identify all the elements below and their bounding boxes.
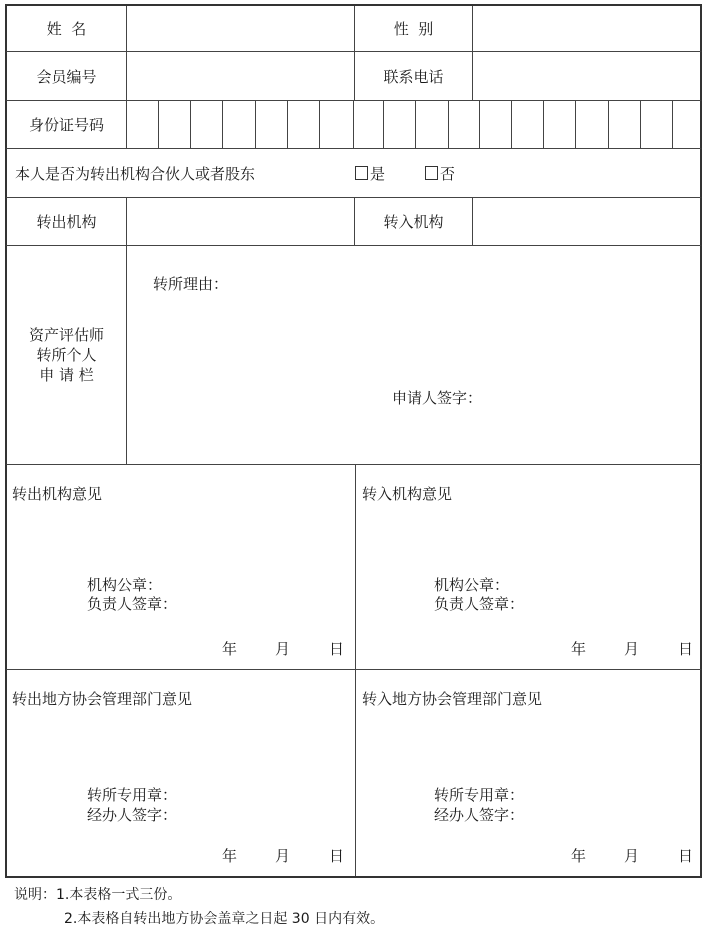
id-digit-4[interactable]	[222, 101, 255, 148]
in-association-month: 月	[624, 847, 640, 865]
gender-field[interactable]	[472, 6, 700, 51]
name-label: 姓 名	[46, 20, 87, 38]
applicant-signature-label: 申请人签字：	[392, 389, 483, 407]
in-institution-month: 月	[624, 640, 640, 658]
id-digit-11[interactable]	[448, 101, 479, 148]
section-label-line2: 转所个人	[36, 346, 97, 364]
id-digit-10[interactable]	[415, 101, 448, 148]
phone-label: 联系电话	[383, 67, 444, 86]
section-label-line3: 申 请 栏	[39, 366, 94, 384]
partner-question-text: 本人是否为转出机构合伙人或者股东	[15, 164, 256, 183]
application-section-label	[7, 246, 126, 464]
partner-question	[15, 149, 255, 197]
in-association-year: 年	[571, 847, 587, 865]
in-institution-opinion-title: 转入机构意见	[362, 485, 453, 503]
phone-label-cell	[354, 52, 472, 100]
id-digit-14[interactable]	[543, 101, 575, 148]
row-partner-question	[5, 149, 702, 198]
out-institution-month: 月	[275, 640, 291, 658]
id-digit-7[interactable]	[319, 101, 353, 148]
row-organizations	[5, 198, 702, 246]
id-digit-18[interactable]	[672, 101, 700, 148]
transfer-reason-field[interactable]	[126, 246, 700, 464]
option-no[interactable]	[425, 149, 455, 197]
gender-label: 性 别	[393, 20, 434, 38]
in-institution-opinion[interactable]	[355, 465, 700, 669]
in-org-label-cell	[354, 198, 472, 245]
id-digit-8[interactable]	[353, 101, 383, 148]
note-line-1: 说明：1.本表格一式三份。	[14, 887, 182, 903]
row-personal-application	[5, 246, 702, 465]
row-id-number	[5, 101, 702, 149]
row-name-gender	[5, 4, 702, 52]
gender-label-cell	[354, 6, 472, 51]
member-no-label: 会员编号	[36, 67, 97, 86]
in-institution-seal-label: 机构公章：	[434, 576, 510, 594]
out-org-label-cell	[7, 198, 126, 245]
transfer-application-form	[5, 4, 702, 878]
out-association-seal-label: 转所专用章：	[87, 786, 178, 804]
id-digit-3[interactable]	[190, 101, 222, 148]
section-label-line1: 资产评估师	[28, 326, 104, 344]
note-line-2: 2.本表格自转出地方协会盖章之日起 30 日内有效。	[64, 911, 385, 927]
out-institution-opinion-title: 转出机构意见	[12, 485, 103, 503]
option-yes-label: 是	[370, 164, 386, 183]
checkbox-yes-icon[interactable]	[355, 166, 368, 180]
id-digit-13[interactable]	[511, 101, 543, 148]
id-digit-17[interactable]	[640, 101, 672, 148]
member-no-label-cell	[7, 52, 126, 100]
in-institution-sign-label: 负责人签章：	[434, 595, 525, 613]
out-org-field[interactable]	[126, 198, 354, 245]
id-digit-5[interactable]	[255, 101, 287, 148]
id-label-cell	[7, 101, 126, 148]
id-digit-1[interactable]	[126, 101, 158, 148]
transfer-reason-label: 转所理由：	[153, 275, 229, 293]
in-org-label: 转入机构	[383, 213, 444, 231]
option-yes[interactable]	[355, 149, 385, 197]
phone-field[interactable]	[472, 52, 700, 100]
id-digit-16[interactable]	[608, 101, 640, 148]
id-digit-2[interactable]	[158, 101, 190, 148]
in-association-day: 日	[678, 847, 694, 865]
row-institution-opinions	[5, 465, 702, 670]
checkbox-no-icon[interactable]	[425, 166, 438, 180]
out-org-label: 转出机构	[36, 213, 97, 231]
row-association-opinions	[5, 670, 702, 878]
id-digit-6[interactable]	[287, 101, 319, 148]
out-institution-seal-label: 机构公章：	[87, 576, 163, 594]
in-association-seal-label: 转所专用章：	[434, 786, 525, 804]
row-member-phone	[5, 52, 702, 101]
out-association-year: 年	[222, 847, 238, 865]
out-association-sign-label: 经办人签字：	[87, 806, 178, 824]
out-association-opinion-title: 转出地方协会管理部门意见	[12, 690, 193, 708]
id-label: 身份证号码	[28, 116, 104, 134]
id-digit-9[interactable]	[383, 101, 415, 148]
in-association-opinion[interactable]	[355, 670, 700, 876]
out-association-month: 月	[275, 847, 291, 865]
form-notes	[14, 883, 384, 931]
name-field[interactable]	[126, 6, 354, 51]
out-institution-day: 日	[329, 640, 345, 658]
name-label-cell	[7, 6, 126, 51]
out-association-opinion[interactable]	[7, 670, 355, 876]
member-no-field[interactable]	[126, 52, 354, 100]
out-institution-opinion[interactable]	[7, 465, 355, 669]
out-institution-year: 年	[222, 640, 238, 658]
in-association-opinion-title: 转入地方协会管理部门意见	[362, 690, 543, 708]
id-digit-12[interactable]	[479, 101, 511, 148]
option-no-label: 否	[440, 164, 456, 183]
id-digit-15[interactable]	[575, 101, 608, 148]
in-association-sign-label: 经办人签字：	[434, 806, 525, 824]
in-org-field[interactable]	[472, 198, 700, 245]
in-institution-year: 年	[571, 640, 587, 658]
in-institution-day: 日	[678, 640, 694, 658]
out-institution-sign-label: 负责人签章：	[87, 595, 178, 613]
out-association-day: 日	[329, 847, 345, 865]
